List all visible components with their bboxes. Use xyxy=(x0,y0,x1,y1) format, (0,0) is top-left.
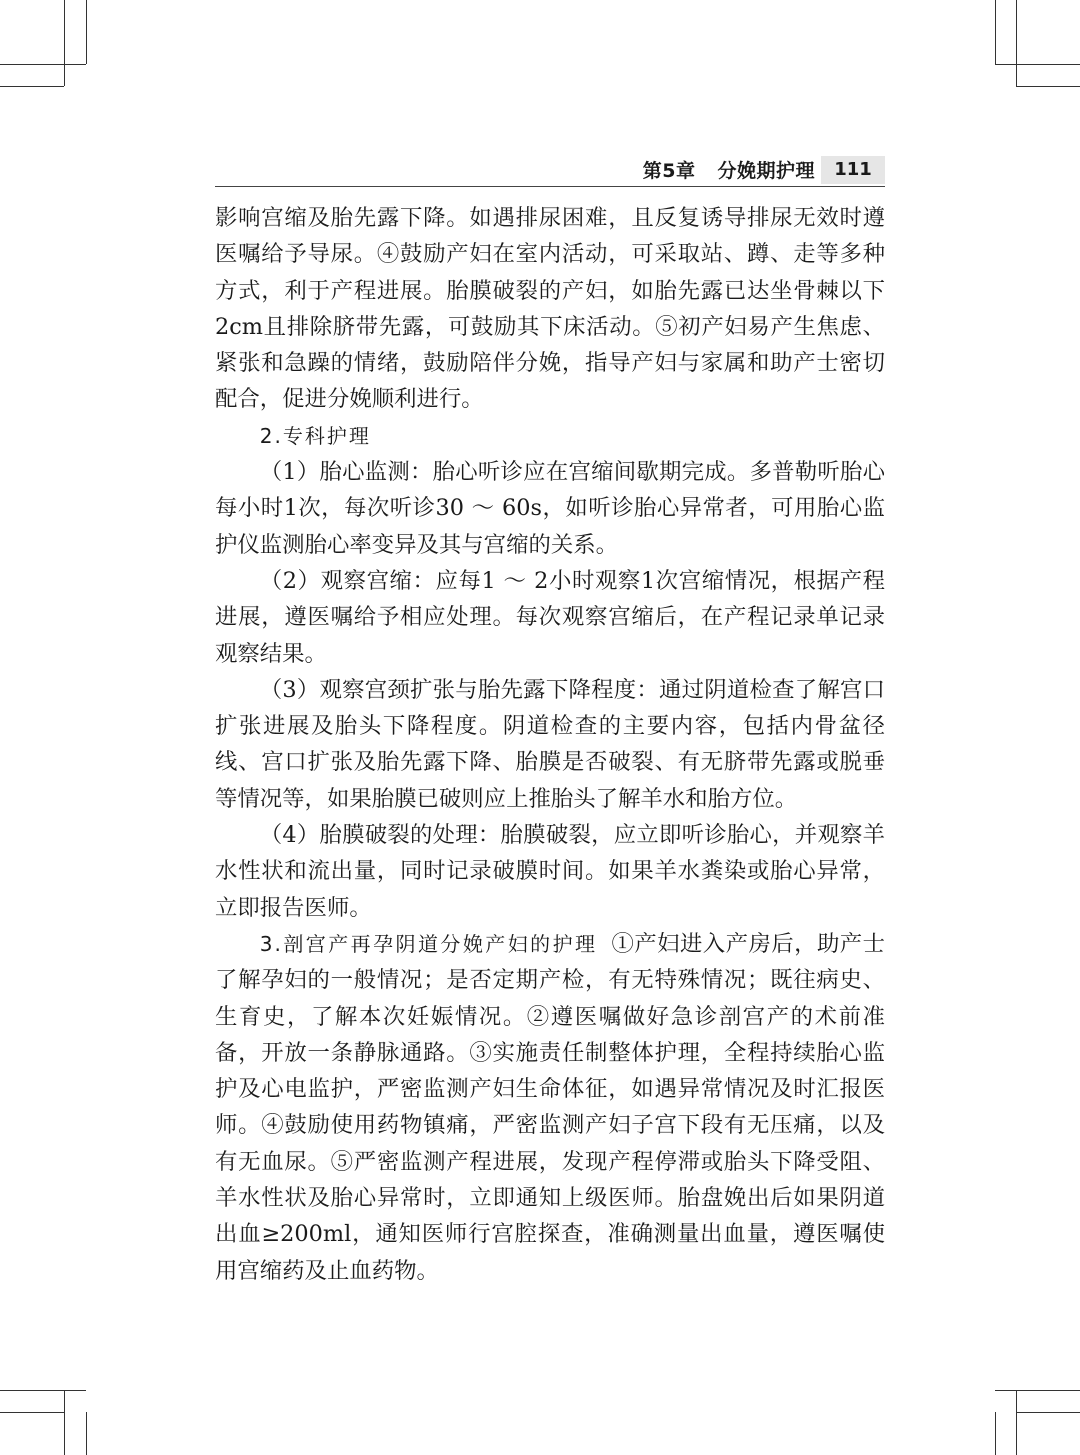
crop-mark-bottom-right-vertical xyxy=(995,1412,996,1455)
crop-mark-bottom-left-horizontal xyxy=(0,1390,86,1391)
chapter-number: 第5章 xyxy=(642,160,696,182)
crop-mark-top-right-vertical xyxy=(995,0,996,64)
crop-mark-top-left-vertical xyxy=(64,0,65,86)
heading-3-label: 3.剖宫产再孕阴道分娩产妇的护理 xyxy=(259,931,598,956)
paragraph-fetal-heart-monitoring: （1）胎心监测：胎心听诊应在宫缩间歇期完成。多普勒听胎心每小时1次，每次听诊30 ～ 60s，如听诊胎心异常者，可用胎心监护仪监测胎心率变异及其与宫缩的关系。 xyxy=(215,459,885,558)
paragraph-cervical-dilation: （3）观察宫颈扩张与胎先露下降程度：通过阴道检查了解宫口扩张进展及胎头下降程度。阴道检查的主要内容，包括内骨盆径线、宫口扩张及胎先露下降、胎膜是否破裂、有无脐带先露或脱垂等情况等，如果胎膜已破则应上推胎头了解羊水和胎方位。 xyxy=(215,676,885,812)
crop-mark-top-right-vertical-inner xyxy=(1016,0,1017,86)
crop-mark-top-left-vertical-inner xyxy=(86,0,87,64)
vbac-care-text: ①产妇进入产房后，助产士了解孕妇的一般情况；是否定期产检，有无特殊情况；既往病史、生育史，了解本次妊娠情况。②遵医嘱做好急诊剖宫产的术前准备，开放一条静脉通路。③实施责任制整体护理，全程持续胎心监护及心电监护，严密监测产妇生命体征，如遇异常情况及时汇报医师。④鼓励使用药物镇痛，严密监测产妇子宫下段有无压痛，以及有无血尿。⑤严密监测产程进展，发现产程停滞或胎头下降受阻、羊水性状及胎心异常时，立即通知上级医师。胎盘娩出后如果阴道出血≥200ml，通知医师行宫腔探查，准确测量出血量，遵医嘱使用宫缩药及止血药物。 xyxy=(215,930,885,1284)
crop-mark-bottom-right-horizontal-inner xyxy=(1016,1412,1080,1413)
crop-mark-bottom-left-horizontal-inner xyxy=(0,1412,64,1413)
crop-mark-top-right-horizontal xyxy=(995,64,1080,65)
crop-mark-bottom-left-vertical-inner xyxy=(86,1412,87,1455)
crop-mark-top-left-horizontal xyxy=(0,64,86,65)
paragraph-observe-contractions: （2）观察宫缩：应每1 ～ 2小时观察1次宫缩情况，根据产程进展，遵医嘱给予相应处理。每次观察宫缩后，在产程记录单记录观察结果。 xyxy=(215,567,885,667)
heading-2-label: 2.专科护理 xyxy=(259,423,371,448)
section-title: 分娩期护理 xyxy=(717,160,815,182)
body-text xyxy=(215,200,885,1289)
chapter-title xyxy=(643,156,815,183)
paragraph-continuation: 影响宫缩及胎先露下降。如遇排尿困难，且反复诱导排尿无效时遵医嘱给予导尿。④鼓励产妇在室内活动，可采取站、蹲、走等多种方式，利于产程进展。胎膜破裂的产妇，如胎先露已达坐骨棘以下2cm且排除脐带先露，可鼓励其下床活动。⑤初产妇易产生焦虑、紧张和急躁的情绪，鼓励陪伴分娩，指导产妇与家属和助产士密切配合，促进分娩顺利进行。 xyxy=(215,205,885,413)
crop-mark-bottom-right-vertical-inner xyxy=(1016,1390,1017,1455)
page-number: 111 xyxy=(821,156,885,184)
section-heading-specialty-care xyxy=(215,418,885,454)
paragraph-membrane-rupture: （4）胎膜破裂的处理：胎膜破裂，应立即听诊胎心，并观察羊水性状和流出量，同时记录破膜时间。如果羊水粪染或胎心异常，立即报告医师。 xyxy=(215,822,885,921)
crop-mark-bottom-right-horizontal xyxy=(995,1390,1080,1391)
crop-mark-top-right-horizontal-inner xyxy=(1016,86,1080,87)
running-header xyxy=(215,152,885,187)
crop-mark-top-left-horizontal-inner xyxy=(0,86,64,87)
paragraph-vbac-care xyxy=(215,926,885,1289)
crop-mark-bottom-left-vertical xyxy=(64,1390,65,1455)
